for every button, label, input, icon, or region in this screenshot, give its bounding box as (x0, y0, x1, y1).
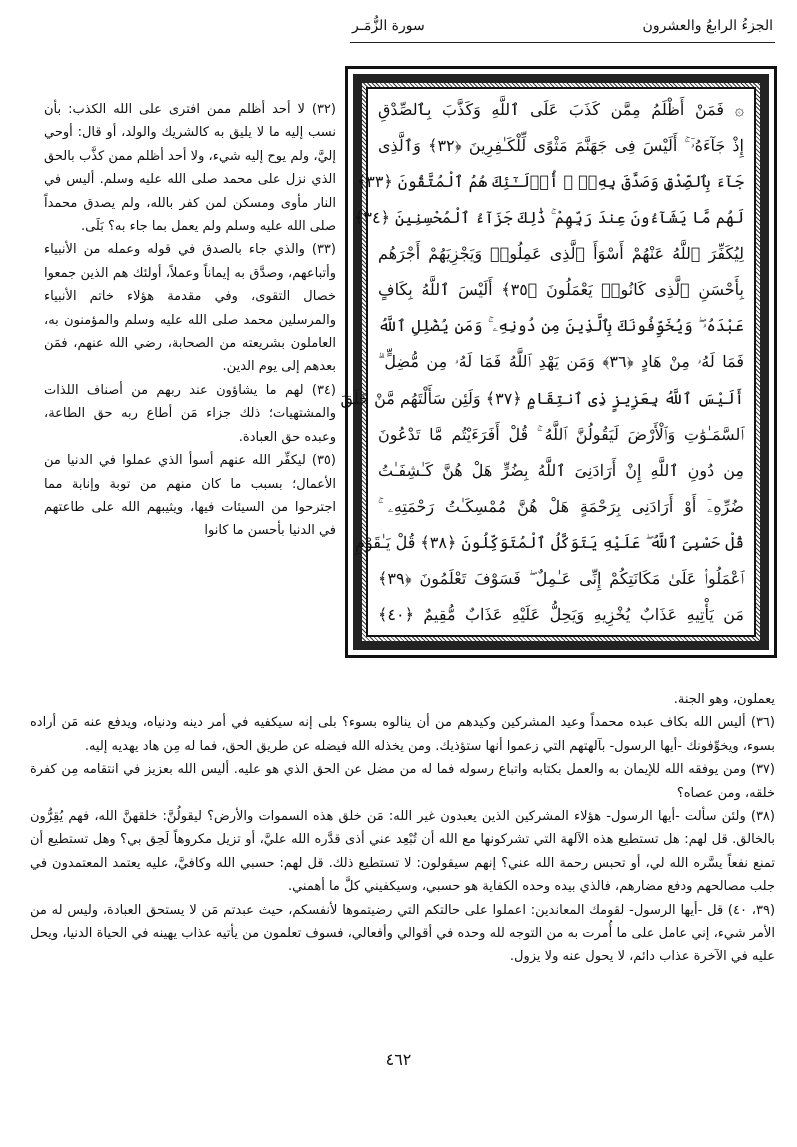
page-header (350, 16, 775, 43)
quran-line: ٱلسَّمَـٰوَٰتِ وَٱلْأَرْضَ لَيَقُولُنَّ ٱللَّهُ ۚ قُلْ أَفَرَءَيْتُم مَّا تَدْعُونَ (378, 424, 744, 444)
tafsir-paragraph: (٣٦) أليس الله بكاف عبده محمداً وعيد المشركين وكيدهم من أن ينالوه بسوء؟ بلى إنه سيكفيه في أمر دينه ودنياه، ويدفع عنه مَن أراده بسوء، ويخوِّفونك -أيها الرسول- بآلهتهم التي زعموا أنها ستؤذيك. ومن يخذله الله فيضله عن طريق الحق، فما له مِن هاد يهديه إليه. (30, 715, 775, 754)
tafsir-side-column (44, 98, 336, 668)
tafsir-full-width (30, 688, 775, 1033)
juz-title: الجزءُ الرابعُ والعشرون (642, 18, 773, 34)
tafsir-paragraph: (٣٢) لا أحد أظلم ممن افترى على الله الكذب: بأن نسب إليه ما لا يليق به كالشريك والولد، أو قال: أوحي إليَّ، ولم يوح إليه شيء، ولا أحد أظلم ممن كذَّب بالحق الذي نزل على محمد صلى الله عليه وسلم. أليس في النار مأوى ومسكن لمن كفر بالله، ولم يصدق محمداً صلى الله عليه وسلم ولم يعمل بما جاء به؟ بَلَى. (44, 102, 336, 235)
tafsir-paragraph: (٣٣) والذي جاء بالصدق في قوله وعمله من الأنبياء وأتباعهم، وصدَّق به إيماناً وعملاً، أولئك هم الذين جمعوا خصال التقوى، وفي مقدمة هؤلاء خاتم الأنبياء والمرسلين محمد صلى الله عليه وسلم والمؤمنون به، العاملون بشريعته من الصحابة، رضي الله عنهم، فمَن بعدهم إلى يوم الدين. (44, 242, 336, 375)
tafsir-paragraph: (٣٥) ليكفِّر الله عنهم أسوأ الذي عملوا في الدنيا من الأعمال؛ بسبب ما كان منهم من توبة وإنابة مما اجترحوا من السيئات فيها، ويثيبهم الله على طاعتهم في الدنيا بأحسن ما كانوا (44, 453, 336, 539)
page-number: ٤٦٢ (385, 1050, 412, 1069)
quran-line: بِأَحْسَنِ ٱلَّذِى كَانُوا۟ يَعْمَلُونَ ﴿٣٥﴾ أَلَيْسَ ٱللَّهُ بِكَافٍ (378, 280, 744, 300)
tafsir-paragraph: (٣٤) لهم ما يشاؤون عند ربهم من أصناف اللذات والمشتهيات؛ ذلك جزاء مَن أطاع ربه حق الطاعة، وعبده حق العبادة. (44, 382, 336, 445)
tafsir-paragraph: يعملون، وهو الجنة. (673, 692, 775, 707)
quran-line: لَهُم مَّا يَشَآءُونَ عِندَ رَبِّهِمْ ۚ ذَٰلِكَ جَزَآءُ ٱلْمُحْسِنِينَ ﴿٣٤﴾ (354, 208, 744, 228)
tafsir-paragraph: (٣٨) ولئن سألت -أيها الرسول- هؤلاء المشركين الذين يعبدون غير الله: مَن خلق هذه السموات والأرض؟ ليقولُنَّ: خلقهنَّ الله، فهم يُقِرُّون بالخالق. قل لهم: هل تستطيع هذه الآلهة التي تشركونها مع الله أن تُبْعِد عني أذى قدَّره الله عليَّ، أو تزيل مكروهاً لَحِق بي؟ وهل تستطيع أن تمنع نفعاً يسَّره الله لي، أو تحبس رحمة الله عني؟ إنهم سيقولون: لا تستطيع ذلك. قل لهم: حسبي الله وكافيَّ، عليه يعتمد المعتمدون في جلب مصالحهم ودفع مضارهم، فالذي بيده وحده الكفاية هو حسبي، وسيكفيني كلَّ ما أهمني. (30, 809, 775, 895)
tafsir-paragraph: (٣٧) ومن يوفقه الله للإيمان به والعمل بكتابه واتباع رسوله فما له من مضل عن الحق الذي هو عليه. أليس الله بعزيز في انتقامه مِن كفرة خلقه، ومن عصاه؟ (30, 762, 775, 801)
quran-line: عَبْدَهُۥ ۖ وَيُخَوِّفُونَكَ بِٱلَّذِينَ مِن دُونِهِۦ ۚ وَمَن يُضْلِلِ ٱللَّهُ (378, 316, 744, 336)
quran-line: قُلْ حَسْبِىَ ٱللَّهُ ۖ عَلَيْهِ يَتَوَكَّلُ ٱلْمُتَوَكِّلُونَ ﴿٣٨﴾ قُلْ يَـٰقَوْمِ (355, 532, 744, 552)
ornamental-border (340, 74, 769, 650)
quran-line: ضُرِّهِۦٓ أَوْ أَرَادَنِى بِرَحْمَةٍ هَلْ هُنَّ مُمْسِكَـٰتُ رَحْمَتِهِۦ ۚ (378, 496, 744, 516)
quran-text-frame (340, 66, 777, 658)
quran-line: ۞ فَمَنْ أَظْلَمُ مِمَّن كَذَبَ عَلَى ٱللَّهِ وَكَذَّبَ بِٱلصِّدْقِ (378, 100, 744, 119)
quran-line: إِذْ جَآءَهُۥٓ ۚ أَلَيْسَ فِى جَهَنَّمَ مَثْوًى لِّلْكَـٰفِرِينَ ﴿٣٢﴾ وَٱلَّذِى (378, 136, 744, 156)
quran-line: ٱعْمَلُوا۟ عَلَىٰ مَكَانَتِكُمْ إِنِّى عَـٰمِلٌ ۖ فَسَوْفَ تَعْلَمُونَ ﴿٣٩﴾ (378, 568, 744, 588)
quran-text-block (340, 87, 756, 637)
quran-line: مَن يَأْتِيهِ عَذَابٌ يُخْزِيهِ وَيَحِلُّ عَلَيْهِ عَذَابٌ مُّقِيمٌ ﴿٤٠﴾ (378, 604, 744, 624)
quran-line: فَمَا لَهُۥ مِنْ هَادٍ ﴿٣٦﴾ وَمَن يَهْدِ ٱللَّهُ فَمَا لَهُۥ مِن مُّضِلٍّ ۗ (378, 352, 744, 372)
quran-line: مِن دُونِ ٱللَّهِ إِنْ أَرَادَنِىَ ٱللَّهُ بِضُرٍّ هَلْ هُنَّ كَـٰشِفَـٰتُ (378, 460, 744, 480)
quran-line: لِيُكَفِّرَ ٱللَّهُ عَنْهُمْ أَسْوَأَ ٱلَّذِى عَمِلُوا۟ وَيَجْزِيَهُمْ أَجْرَهُم (378, 244, 744, 264)
quran-line: أَلَيْسَ ٱللَّهُ بِعَزِيزٍ ذِى ٱنتِقَامٍ ﴿٣٧﴾ وَلَئِن سَأَلْتَهُم مَّنْ خَلَقَ (340, 388, 744, 408)
tafsir-paragraph: (٣٩، ٤٠) قل -أيها الرسول- لقومك المعاندين: اعملوا على حالتكم التي رضيتموها لأنفسكم، حيث عبدتم مَن لا يستحق العبادة، وليس له من الأمر شيء، إني عامل على ما أُمرت به من التوجه لله وحده في أقوالي وأفعالي، فسوف تعلمون من يأتيه عذاب يهينه في الحياة الدنيا، ويحل عليه في الآخرة عذاب دائم، لا يحول عنه ولا يزول. (30, 902, 776, 965)
quran-line: جَآءَ بِٱلصِّدْقِ وَصَدَّقَ بِهِۦٓ ۙ أُو۟لَـٰٓئِكَ هُمُ ٱلْمُتَّقُونَ ﴿٣٣﴾ (356, 172, 744, 192)
sura-title: سورة الزُّمَـر (352, 18, 425, 34)
